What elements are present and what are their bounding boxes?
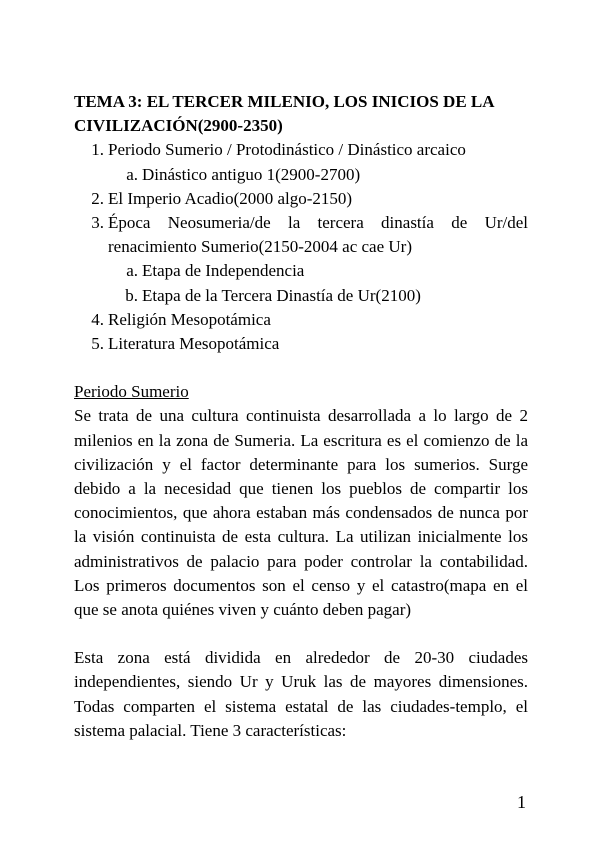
page-content	[74, 90, 528, 743]
outline-text: Religión Mesopotámica	[108, 309, 271, 329]
outline-text: Periodo Sumerio / Protodinástico / Dinástico arcaico	[108, 140, 466, 160]
document-title: TEMA 3: EL TERCER MILENIO, LOS INICIOS DE LA CIVILIZACIÓN(2900-2350)	[74, 92, 494, 136]
outline-number: 3.	[91, 213, 104, 233]
outline-item-4	[74, 308, 528, 332]
outline-text: El Imperio Acadio(2000 algo-2150)	[108, 188, 353, 208]
outline-item-2	[74, 187, 528, 211]
outline-subtext: Etapa de la Tercera Dinastía de Ur(2100)	[142, 285, 421, 305]
outline-list	[74, 138, 528, 356]
outline-text: Literatura Mesopotámica	[108, 334, 280, 354]
section-heading: Periodo Sumerio	[74, 382, 189, 402]
outline-subnumber: b.	[125, 285, 138, 305]
outline-item-1	[74, 138, 528, 186]
outline-number: 2.	[91, 188, 104, 208]
page-number: 1	[517, 792, 526, 812]
outline-number: 1.	[91, 140, 104, 160]
outline-text: Época Neosumeria/de la tercera dinastía de Ur/del renacimiento Sumerio(2150-2004 ac cae Ur)	[108, 213, 528, 257]
outline-subitem-3a	[74, 259, 528, 283]
outline-number: 4.	[91, 309, 104, 329]
body-paragraph-1: Se trata de una cultura continuista desarrollada a lo largo de 2 milenios en la zona de Sumeria. La escritura es el comienzo de la civilización y el factor determinante para los sumerios. Surge debido a la necesidad que tienen los pueblos de compartir los conocimientos, que ahora estaban más condensados de nunca por la visión continuista de esta cultura. La utilizan inicialmente los administrativos de palacio para poder controlar la contabilidad. Los primeros documentos son el censo y el catastro(mapa en el que se anota quiénes viven y cuánto deben pagar)	[74, 406, 528, 620]
outline-number: 5.	[91, 334, 104, 354]
outline-item-3	[74, 211, 528, 308]
outline-subitem-1a	[74, 163, 528, 187]
outline-subnumber: a.	[126, 261, 138, 281]
outline-subtext: Etapa de Independencia	[142, 261, 305, 281]
outline-subnumber: a.	[126, 164, 138, 184]
outline-item-5	[74, 332, 528, 356]
outline-subtext: Dinástico antiguo 1(2900-2700)	[142, 164, 361, 184]
body-paragraph-2: Esta zona está dividida en alrededor de 20-30 ciudades independientes, siendo Ur y Uruk las de mayores dimensiones. Todas comparten el sistema estatal de las ciudades-templo, el sistema palacial. Tiene 3 características:	[74, 648, 528, 740]
outline-subitem-3b	[74, 284, 528, 308]
